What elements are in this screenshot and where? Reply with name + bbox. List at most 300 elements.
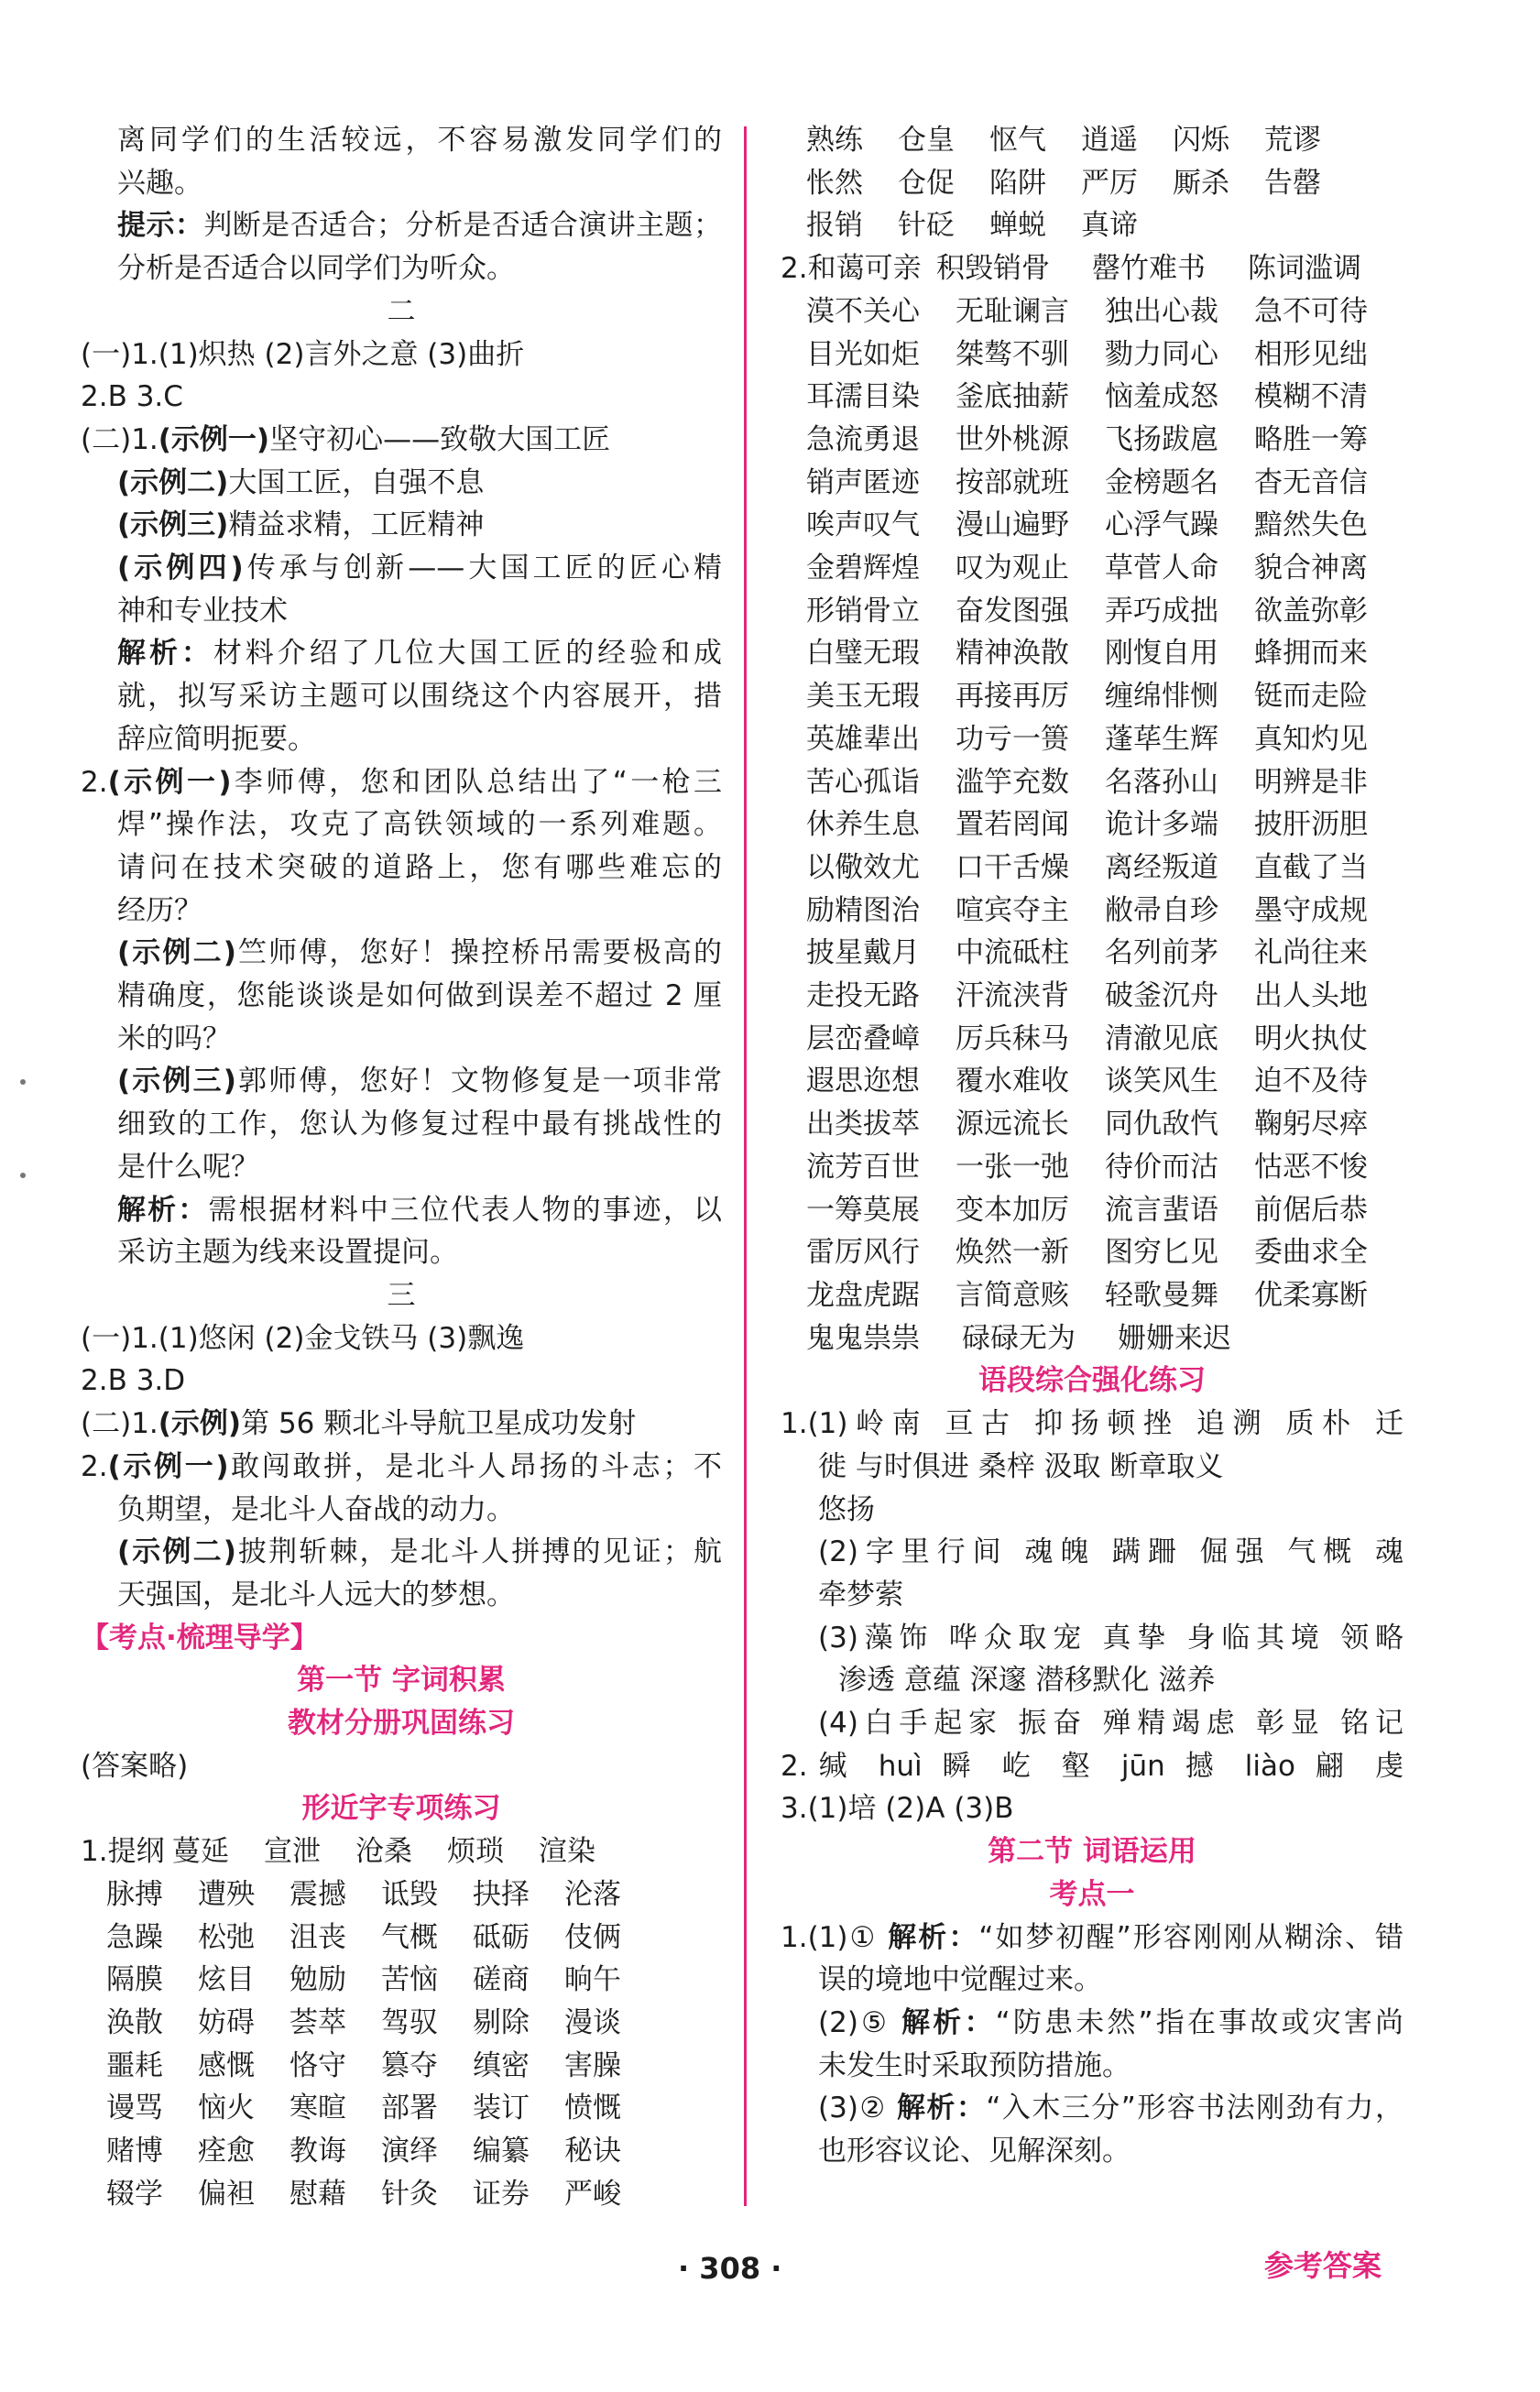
grid-row — [81, 1959, 722, 2002]
grid-word: 编纂 — [473, 2135, 530, 2168]
grid-word: 欲盖弥彰 — [1254, 594, 1368, 628]
similar-char-grid — [81, 1830, 722, 2215]
grid-word: 缠绵悱恻 — [1105, 680, 1218, 714]
grid-word: 剔除 — [473, 2005, 530, 2039]
grid-row — [81, 1873, 722, 1917]
grid-word: 抉择 — [473, 1877, 530, 1911]
grid-word: 愤慨 — [564, 2092, 621, 2125]
grid-word: 破釜沉舟 — [1105, 979, 1218, 1013]
grid-word: 教诲 — [289, 2135, 346, 2168]
grid-word: 披星戴月 — [806, 936, 920, 970]
grid-word: 略胜一筹 — [1254, 422, 1368, 456]
grid-word: 感慨 — [198, 2048, 255, 2082]
grid-word: 釜底抽薪 — [956, 380, 1069, 414]
text-line — [81, 504, 722, 547]
grid-row — [781, 1146, 1403, 1189]
grid-word: 唉声叹气 — [806, 508, 920, 542]
grid-word: 心浮气躁 — [1105, 508, 1218, 542]
line-text: 第 56 颗北斗导航卫星成功发射 — [241, 1407, 637, 1441]
text-line: (2)字里行间 魂魄 蹒跚 倔强 气概 魂 — [818, 1535, 1403, 1569]
grid-word: 前倨后恭 — [1254, 1193, 1368, 1227]
grid-word: 偏袒 — [198, 2177, 255, 2211]
grid-word: 喧宾夺主 — [956, 893, 1069, 927]
grid-row — [81, 1830, 722, 1873]
grid-row — [781, 718, 1403, 761]
grid-word: 礼尚往来 — [1254, 936, 1368, 970]
grid-word: 白璧无瑕 — [806, 637, 920, 671]
grid-word: 以儆效尤 — [806, 850, 920, 884]
text-line: 渗透 意蕴 深邃 潜移默化 滋养 — [838, 1664, 1216, 1698]
text-line — [81, 204, 722, 247]
text-line: 3.(1)培 (2)A (3)B — [781, 1792, 1014, 1826]
grid-word: 敝帚自珍 — [1105, 893, 1218, 927]
line-text: 传承与创新——大国工匠的匠心精 — [243, 552, 723, 585]
word-grid-top — [781, 119, 1403, 247]
text-line — [81, 1060, 722, 1103]
bold-label: (示例一) — [158, 422, 270, 456]
text-line: 教材分册巩固练习 — [288, 1707, 515, 1741]
grid-word: 走投无路 — [806, 979, 920, 1013]
grid-row — [781, 419, 1403, 462]
text-line: 辞应简明扼要。 — [117, 722, 316, 756]
grid-word: 漠不关心 — [806, 294, 920, 328]
line-text: 需根据材料中三位代表人物的事迹，以 — [208, 1193, 723, 1227]
text-line — [81, 1189, 722, 1232]
grid-word: 龙盘虎踞 — [806, 1278, 920, 1312]
grid-word: 厉兵秣马 — [956, 1021, 1069, 1055]
grid-word: 汗流浃背 — [956, 979, 1069, 1013]
grid-row — [781, 846, 1403, 890]
page-number: · 308 · — [678, 2251, 782, 2286]
bold-label: 提示： — [117, 209, 204, 243]
grid-word: 驾驭 — [381, 2005, 438, 2039]
grid-word: 2.和蔼可亲 — [781, 252, 922, 286]
text-line: 就，拟写采访主题可以围绕这个内容展开，措 — [117, 680, 722, 714]
grid-row — [81, 2045, 722, 2088]
grid-word: 炫目 — [198, 1963, 255, 1997]
grid-word: 沦落 — [564, 1877, 621, 1911]
text-line: 2.缄 huì 瞬 屹 壑 jūn 撼 liào 翩 虔 — [781, 1749, 1403, 1783]
grid-word: 熟练 — [806, 124, 863, 157]
grid-row — [81, 2130, 722, 2173]
grid-word: 陷阱 — [989, 166, 1046, 200]
grid-word: 妨碍 — [198, 2005, 255, 2039]
text-line: (4)白手起家 振奋 殚精竭虑 彰显 铭记 — [818, 1707, 1403, 1741]
line-text: 坚守初心——致敬大国工匠 — [269, 422, 611, 456]
grid-row — [781, 247, 1403, 290]
grid-word: 离经叛道 — [1105, 850, 1218, 884]
grid-word: 荒谬 — [1264, 124, 1321, 157]
text-line — [81, 547, 722, 590]
grid-word: 耳濡目染 — [806, 380, 920, 414]
grid-row — [781, 1103, 1403, 1146]
text-line: 分析是否适合以同学们为听众。 — [117, 252, 515, 286]
grid-word: 沮丧 — [289, 1920, 346, 1954]
grid-row — [781, 632, 1403, 675]
grid-row — [781, 1231, 1403, 1274]
grid-word: 轻歌曼舞 — [1105, 1278, 1218, 1312]
grid-word: 目光如炬 — [806, 337, 920, 371]
grid-word: 奋发图强 — [956, 594, 1069, 628]
bold-label: (示例二) — [117, 1535, 236, 1569]
grid-word: 急流勇退 — [806, 422, 920, 456]
grid-word: 恼火 — [198, 2092, 255, 2125]
grid-word: 缜密 — [473, 2048, 530, 2082]
bold-label: 解析： — [117, 1193, 209, 1227]
text-line: 悠扬 — [818, 1492, 875, 1526]
line-text: “如梦初醒”形容刚刚从糊涂、错 — [978, 1920, 1404, 1954]
grid-word: 磋商 — [473, 1963, 530, 1997]
grid-word: 漫山遍野 — [956, 508, 1069, 542]
text-line: 天强国，是北斗人远大的梦想。 — [117, 1578, 515, 1611]
grid-word: 功亏一篑 — [956, 722, 1069, 756]
grid-word: 变本加厉 — [956, 1193, 1069, 1227]
bold-label: 解析： — [117, 637, 213, 671]
text-line: 【考点·梳理导学】 — [81, 1621, 319, 1655]
line-text: 判断是否适合；分析是否适合演讲主题； — [203, 209, 723, 243]
line-prefix: 2. — [81, 1449, 108, 1483]
grid-word: 口干舌燥 — [956, 850, 1069, 884]
bold-label: (示例二) — [117, 936, 236, 970]
grid-word: 震撼 — [289, 1877, 346, 1911]
grid-word: 晌午 — [564, 1963, 621, 1997]
grid-word: 辍学 — [106, 2177, 163, 2211]
grid-word: 告罄 — [1264, 166, 1321, 200]
line-text: 敢闯敢拼，是北斗人昂扬的斗志；不 — [228, 1449, 722, 1483]
grid-word: 赌博 — [106, 2135, 163, 2168]
grid-row — [81, 2002, 722, 2045]
grid-word: 金碧辉煌 — [806, 552, 920, 585]
grid-row — [781, 761, 1403, 804]
left-text-block — [81, 119, 722, 1830]
text-line — [781, 1917, 1403, 1960]
grid-word: 流芳百世 — [806, 1150, 920, 1184]
text-line: 第一节 字词积累 — [297, 1664, 506, 1698]
grid-word: 篡夺 — [381, 2048, 438, 2082]
grid-word: 一筹莫展 — [806, 1193, 920, 1227]
grid-row — [781, 1317, 1403, 1360]
grid-word: 源远流长 — [956, 1108, 1069, 1141]
right-text-block — [781, 1360, 1403, 2172]
line-prefix: 1.(1)① — [781, 1920, 889, 1954]
grid-row — [781, 547, 1403, 590]
footer-label: 参考答案 — [1264, 2248, 1382, 2283]
line-prefix: (二)1. — [81, 1407, 158, 1441]
text-line: 离同学们的生活较远，不容易激发同学们的 — [117, 124, 722, 157]
text-line: 米的吗？ — [117, 1021, 231, 1055]
grid-word: 独出心裁 — [1105, 294, 1218, 328]
line-text: 郭师傅，您好！文物修复是一项非常 — [235, 1065, 722, 1098]
text-line: 考点一 — [1049, 1877, 1135, 1911]
text-line: 2.B 3.D — [81, 1364, 186, 1398]
bold-label: (示例一) — [107, 765, 232, 799]
text-line — [81, 632, 722, 675]
grid-word: 明辨是非 — [1254, 765, 1368, 799]
line-prefix: (二)1. — [81, 422, 158, 456]
grid-word: 覆水难收 — [956, 1065, 1069, 1098]
grid-word: 刚愎自用 — [1105, 637, 1218, 671]
grid-word: 针砭 — [898, 209, 955, 243]
grid-row — [781, 1060, 1403, 1103]
grid-word: 沧桑 — [355, 1835, 412, 1869]
grid-word: 荟萃 — [289, 2005, 346, 2039]
grid-word: 演绎 — [381, 2135, 438, 2168]
grid-word: 置若罔闻 — [956, 808, 1069, 842]
left-column — [81, 119, 722, 2215]
edge-mark — [20, 1173, 26, 1178]
grid-word: 叹为观止 — [956, 552, 1069, 585]
line-text: 竺师傅，您好！操控桥吊需要极高的 — [235, 936, 722, 970]
line-text: 精益求精，工匠精神 — [228, 508, 485, 542]
line-text: “防患未然”指在事故或灾害尚 — [995, 2005, 1404, 2039]
grid-word: 铤而走险 — [1254, 680, 1368, 714]
grid-word: 流言蜚语 — [1105, 1193, 1218, 1227]
grid-word: 言简意赅 — [956, 1278, 1069, 1312]
bold-label: (示例三) — [117, 1065, 236, 1098]
grid-word: 出类拔萃 — [806, 1108, 920, 1141]
text-line: 也形容议论、见解深刻。 — [818, 2135, 1130, 2168]
grid-word: 飞扬跋扈 — [1105, 422, 1218, 456]
grid-word: 针灸 — [381, 2177, 438, 2211]
text-line: 是什么呢？ — [117, 1150, 259, 1184]
grid-word: 遐思迩想 — [806, 1065, 920, 1098]
grid-word: 墨守成规 — [1254, 893, 1368, 927]
right-column — [781, 119, 1403, 2173]
text-line: 负期望，是北斗人奋战的动力。 — [117, 1492, 515, 1526]
grid-word: 逍遥 — [1081, 124, 1138, 157]
grid-row — [781, 119, 1403, 162]
grid-word: 蓬荜生辉 — [1105, 722, 1218, 756]
grid-word: 休养生息 — [806, 808, 920, 842]
grid-word: 谩骂 — [106, 2092, 163, 2125]
grid-row — [781, 333, 1403, 377]
grid-word: 苦心孤诣 — [806, 765, 920, 799]
text-line: 请问在技术突破的道路上，您有哪些难忘的 — [117, 850, 722, 884]
grid-word: 按部就班 — [956, 465, 1069, 499]
grid-row — [81, 2173, 722, 2216]
bold-label: 解析： — [901, 2005, 996, 2039]
grid-word: 明火执仗 — [1254, 1021, 1368, 1055]
grid-word: 蜂拥而来 — [1254, 637, 1368, 671]
text-line: (答案略) — [81, 1749, 189, 1783]
line-text: 李师傅，您和团队总结出了“一枪三 — [231, 765, 723, 799]
grid-row — [781, 504, 1403, 547]
text-line — [81, 1531, 722, 1574]
grid-word: 勉励 — [289, 1963, 346, 1997]
grid-word: 杳无音信 — [1254, 465, 1368, 499]
grid-word: 恪守 — [289, 2048, 346, 2082]
grid-word: 勠力同心 — [1105, 337, 1218, 371]
line-text: 大国工匠，自强不息 — [228, 465, 485, 499]
text-line: 二 — [387, 294, 416, 328]
grid-word: 同仇敌忾 — [1105, 1108, 1218, 1141]
grid-word: 怙恶不悛 — [1254, 1150, 1368, 1184]
grid-row — [781, 204, 1403, 247]
grid-word: 碌碌无为 — [962, 1321, 1076, 1355]
column-divider — [744, 126, 747, 2206]
grid-word: 再接再厉 — [956, 680, 1069, 714]
grid-word: 模糊不清 — [1254, 380, 1368, 414]
bold-label: (示例) — [158, 1407, 242, 1441]
grid-word: 美玉无瑕 — [806, 680, 920, 714]
grid-word: 寒暄 — [289, 2092, 346, 2125]
text-line — [81, 1403, 722, 1446]
grid-word: 厮杀 — [1173, 166, 1229, 200]
grid-word: 草菅人命 — [1105, 552, 1218, 585]
grid-word: 噩耗 — [106, 2048, 163, 2082]
text-line — [81, 932, 722, 975]
grid-word: 相形见绌 — [1254, 337, 1368, 371]
grid-word: 委曲求全 — [1254, 1236, 1368, 1270]
bold-label: (示例四) — [117, 552, 244, 585]
grid-word: 砥砺 — [473, 1920, 530, 1954]
grid-row — [81, 1917, 722, 1960]
grid-word: 形销骨立 — [806, 594, 920, 628]
grid-word: 气概 — [381, 1920, 438, 1954]
grid-word: 名落孙山 — [1105, 765, 1218, 799]
text-line: 三 — [387, 1278, 416, 1312]
grid-word: 伎俩 — [564, 1920, 621, 1954]
edge-mark — [20, 1079, 26, 1085]
grid-row — [781, 890, 1403, 933]
grid-row — [781, 975, 1403, 1018]
grid-word: 急躁 — [106, 1920, 163, 1954]
grid-word: 直截了当 — [1254, 850, 1368, 884]
grid-row — [781, 462, 1403, 505]
grid-word: 陈词滥调 — [1248, 252, 1361, 286]
grid-word: 谈笑风生 — [1105, 1065, 1218, 1098]
idiom-grid — [781, 247, 1403, 1360]
text-line: 形近字专项练习 — [301, 1792, 501, 1826]
text-line: 误的境地中觉醒过来。 — [818, 1963, 1102, 1997]
grid-word: 苦恼 — [381, 1963, 438, 1997]
grid-word: 恼羞成怒 — [1105, 380, 1218, 414]
grid-row — [781, 590, 1403, 633]
grid-row — [781, 1274, 1403, 1317]
grid-word: 励精图治 — [806, 893, 920, 927]
grid-word: 积毁销骨 — [936, 252, 1050, 286]
grid-word: 装订 — [473, 2092, 530, 2125]
grid-word: 仓皇 — [898, 124, 955, 157]
text-line: 采访主题为线来设置提问。 — [117, 1236, 458, 1270]
bold-label: 解析： — [896, 2092, 987, 2125]
bold-label: (示例三) — [117, 508, 229, 542]
grid-word: 精神涣散 — [956, 637, 1069, 671]
grid-row — [781, 803, 1403, 846]
text-line: 神和专业技术 — [117, 594, 288, 628]
grid-word: 迫不及待 — [1254, 1065, 1368, 1098]
grid-word: 烦琐 — [447, 1835, 504, 1869]
grid-word: 滥竽充数 — [956, 765, 1069, 799]
grid-word: 蔓延 — [172, 1835, 229, 1869]
text-line: 第二节 词语运用 — [988, 1835, 1196, 1869]
grid-word: 闪烁 — [1173, 124, 1229, 157]
grid-word: 秘诀 — [564, 2135, 621, 2168]
bold-label: (示例一) — [107, 1449, 229, 1483]
text-line: 2.B 3.C — [81, 380, 183, 414]
grid-word: 桀骜不驯 — [956, 337, 1069, 371]
grid-word: 名列前茅 — [1105, 936, 1218, 970]
grid-word: 弄巧成拙 — [1105, 594, 1218, 628]
line-text: “入木三分”形容书法刚劲有力， — [986, 2092, 1404, 2125]
grid-row — [781, 1189, 1403, 1232]
grid-word: 宣泄 — [264, 1835, 321, 1869]
text-line: 精确度，您能谈谈是如何做到误差不超过 2 厘 — [117, 979, 722, 1013]
grid-word: 焕然一新 — [956, 1236, 1069, 1270]
text-line: (3)藻饰 哗众取宠 真挚 身临其境 领略 — [818, 1621, 1403, 1655]
grid-word: 真知灼见 — [1254, 722, 1368, 756]
grid-word: 真谛 — [1081, 209, 1138, 243]
grid-word: 松弛 — [198, 1920, 255, 1954]
grid-word: 1.提纲 — [81, 1835, 165, 1869]
line-text: 披荆斩棘，是北斗人拼搏的见证；航 — [235, 1535, 722, 1569]
grid-word: 披肝沥胆 — [1254, 808, 1368, 842]
text-line: 兴趣。 — [117, 166, 202, 200]
grid-word: 遭殃 — [198, 1877, 255, 1911]
text-line: 焊”操作法，攻克了高铁领域的一系列难题。 — [117, 808, 722, 842]
grid-row — [781, 290, 1403, 333]
grid-word: 世外桃源 — [956, 422, 1069, 456]
grid-word: 怄气 — [989, 124, 1046, 157]
grid-row — [781, 376, 1403, 419]
grid-word: 英雄辈出 — [806, 722, 920, 756]
grid-row — [781, 162, 1403, 205]
text-line — [81, 462, 722, 505]
line-text: 材料介绍了几位大国工匠的经验和成 — [213, 637, 723, 671]
text-line: 经历？ — [117, 893, 202, 927]
bold-label: (示例二) — [117, 465, 229, 499]
grid-word: 脉搏 — [106, 1877, 163, 1911]
grid-row — [781, 1018, 1403, 1061]
grid-word: 漫谈 — [564, 2005, 621, 2039]
line-prefix: (2)⑤ — [818, 2005, 902, 2039]
bold-label: 解析： — [888, 1920, 979, 1954]
text-line — [81, 761, 722, 804]
text-line: 1.(1)岭南 亘古 抑扬顿挫 追溯 质朴 迁 — [781, 1407, 1403, 1441]
grid-word: 鬼鬼祟祟 — [806, 1321, 920, 1355]
text-line — [81, 419, 722, 462]
grid-word: 罄竹难书 — [1092, 252, 1206, 286]
text-line: 细致的工作，您认为修复过程中最有挑战性的 — [117, 1108, 722, 1141]
grid-word: 黯然失色 — [1254, 508, 1368, 542]
grid-word: 害臊 — [564, 2048, 621, 2082]
grid-word: 雷厉风行 — [806, 1236, 920, 1270]
grid-word: 待价而沽 — [1105, 1150, 1218, 1184]
grid-word: 部署 — [381, 2092, 438, 2125]
text-line: 牵梦萦 — [818, 1578, 903, 1611]
grid-word: 严厉 — [1081, 166, 1138, 200]
text-line: (一)1.(1)悠闲 (2)金戈铁马 (3)飘逸 — [81, 1321, 525, 1355]
grid-word: 出人头地 — [1254, 979, 1368, 1013]
grid-row — [781, 932, 1403, 975]
grid-word: 隔膜 — [106, 1963, 163, 1997]
grid-word: 金榜题名 — [1105, 465, 1218, 499]
grid-word: 优柔寡断 — [1254, 1278, 1368, 1312]
grid-word: 蝉蜕 — [989, 209, 1046, 243]
grid-word: 严峻 — [564, 2177, 621, 2211]
grid-word: 清澈见底 — [1105, 1021, 1218, 1055]
grid-word: 貌合神离 — [1254, 552, 1368, 585]
grid-word: 急不可待 — [1254, 294, 1368, 328]
line-prefix: (3)② — [818, 2092, 897, 2125]
text-line: 语段综合强化练习 — [978, 1364, 1206, 1398]
text-line — [81, 1446, 722, 1489]
grid-word: 慰藉 — [289, 2177, 346, 2211]
grid-word: 仓促 — [898, 166, 955, 200]
grid-word: 报销 — [806, 209, 863, 243]
grid-word: 鞠躬尽瘁 — [1254, 1108, 1368, 1141]
grid-word: 一张一弛 — [956, 1150, 1069, 1184]
